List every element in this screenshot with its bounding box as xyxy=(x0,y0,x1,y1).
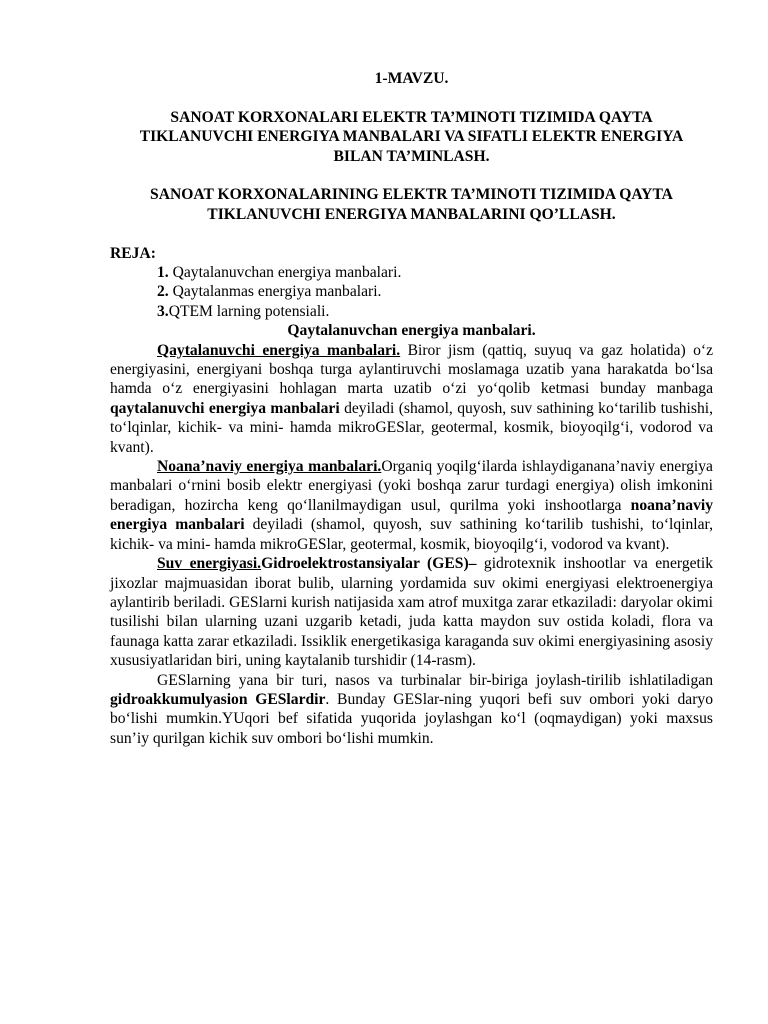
paragraph-text: Biror jism (qattiq, suyuq va gaz holatida) o‘z energiyasini, energiyani boshqa turga aylantiruvchi moslamaga uzatib yana harakatda bo‘lsa hamda o‘z energiyasini hohlagan marta uzatib o‘zi yo‘qolib ketmasi bunday manbaga xyxy=(110,341,713,398)
paragraph-text: gidrotexnik inshootlar va energetik jixozlar majmuasidan iborat bulib, ularning yordamida suv okimi energiyasi elektroenergiya aylantirib beriladi. GESlarni kurish natijasida xam atrof muxitga zarar etkaziladi: daryolar okimi tusilishi bilan ularning uzani uzgarib ketadi, juda katta maydon suv ostida koladi, flora va faunaga katta zarar etkaziladi. Issiklik energetikasiga karaganda suv okimi energiyasining asosiy xususiyatlaridan biri, uning kaytalanib turshidir (14-rasm). xyxy=(110,555,713,670)
plan-item-1 xyxy=(110,263,713,282)
term-water-energy: Suv energiyasi. xyxy=(157,555,262,573)
document-body xyxy=(110,69,713,748)
topic-heading: 1-MAVZU. xyxy=(374,70,449,87)
bold-term: qaytalanuvchi energiya manbalari xyxy=(110,399,340,417)
plan-item-3 xyxy=(110,302,713,321)
paragraph-text: . Bunday GESlar-ning yuqori befi suv ombori yoki daryo bo‘lishi mumkin.YUqori bef sifatida yuqorida joylashgan ko‘l (oqmaydigan) yoki maxsus sun’iy qurilgan kichik suv ombori bo‘lishi mumkin. xyxy=(110,690,714,747)
bold-term: gidroakkumulyasion GESlardir xyxy=(110,690,326,708)
plan-item-number: 2. xyxy=(157,283,169,301)
paragraph-text: GESlarning yana bir turi, nasos va turbinalar bir-biriga joylash-tirilib ishlatiladigan xyxy=(157,671,713,689)
plan-item-text: QTEM larning potensiali. xyxy=(168,302,330,320)
paragraph-nontraditional xyxy=(110,457,713,554)
paragraph-pumped-storage xyxy=(110,671,713,749)
paragraph-text: deyiladi (shamol, quyosh, suv sathining ko‘tarilib tushishi, to‘lqinlar, kichik- va mini- hamda mikroGESlar, geotermal, kosmik, bioyoqilg‘i, vodorod va kvant). xyxy=(110,516,713,553)
plan-item-text: Qaytalanmas energiya manbalari. xyxy=(168,283,382,301)
plan-item-text: Qaytalanuvchan energiya manbalari. xyxy=(168,264,402,282)
paragraph-text: Organiq yoqilg‘ilarda ishlaydiganana’naviy energiya manbalari o‘rnini bosib elektr energiyasi (yoki boshqa zarur turdagi energiya) olish imkonini beradigan, hozircha keng qo‘llanilmaydigan usul, qurilma yoki inshootlarga xyxy=(110,458,713,514)
section-title: Qaytalanuvchan energiya manbalari. xyxy=(287,322,536,340)
term-nontraditional: Noana’naviy energiya manbalari. xyxy=(157,458,382,476)
paragraph-text: deyiladi (shamol, quyosh, suv sathining ko‘tarilib tushishi, to‘lqinlar, kichik- va mini- hamda mikroGESlar, geotermal, kosmik, bioyoqilg‘i, vodorod va kvant). xyxy=(110,399,713,456)
paragraph-water-energy xyxy=(110,554,713,670)
sub-title: SANOAT KORXONALARINING ELEKTR TA’MINOTI TIZIMIDA QAYTA TIKLANUVCHI ENERGIYA MANBALARINI QO’LLASH. xyxy=(150,186,673,223)
bold-term: Gidroelektrostansiyalar (GES)– xyxy=(261,555,477,573)
plan-item-2 xyxy=(110,282,713,301)
bold-term: noana’naviy energiya manbalari xyxy=(110,496,713,534)
main-title: SANOAT KORXONALARI ELEKTR TA’MINOTI TIZIMIDA QAYTA TIKLANUVCHI ENERGIYA MANBALARI VA SIFATLI ELEKTR ENERGIYA BILAN TA’MINLASH. xyxy=(139,108,684,165)
plan-item-number: 1. xyxy=(157,264,169,282)
paragraph-renewable xyxy=(110,341,713,457)
term-renewable: Qaytalanuvchi energiya manbalari. xyxy=(157,341,401,359)
plan-label: REJA: xyxy=(110,244,156,262)
plan-item-number: 3. xyxy=(157,302,169,320)
